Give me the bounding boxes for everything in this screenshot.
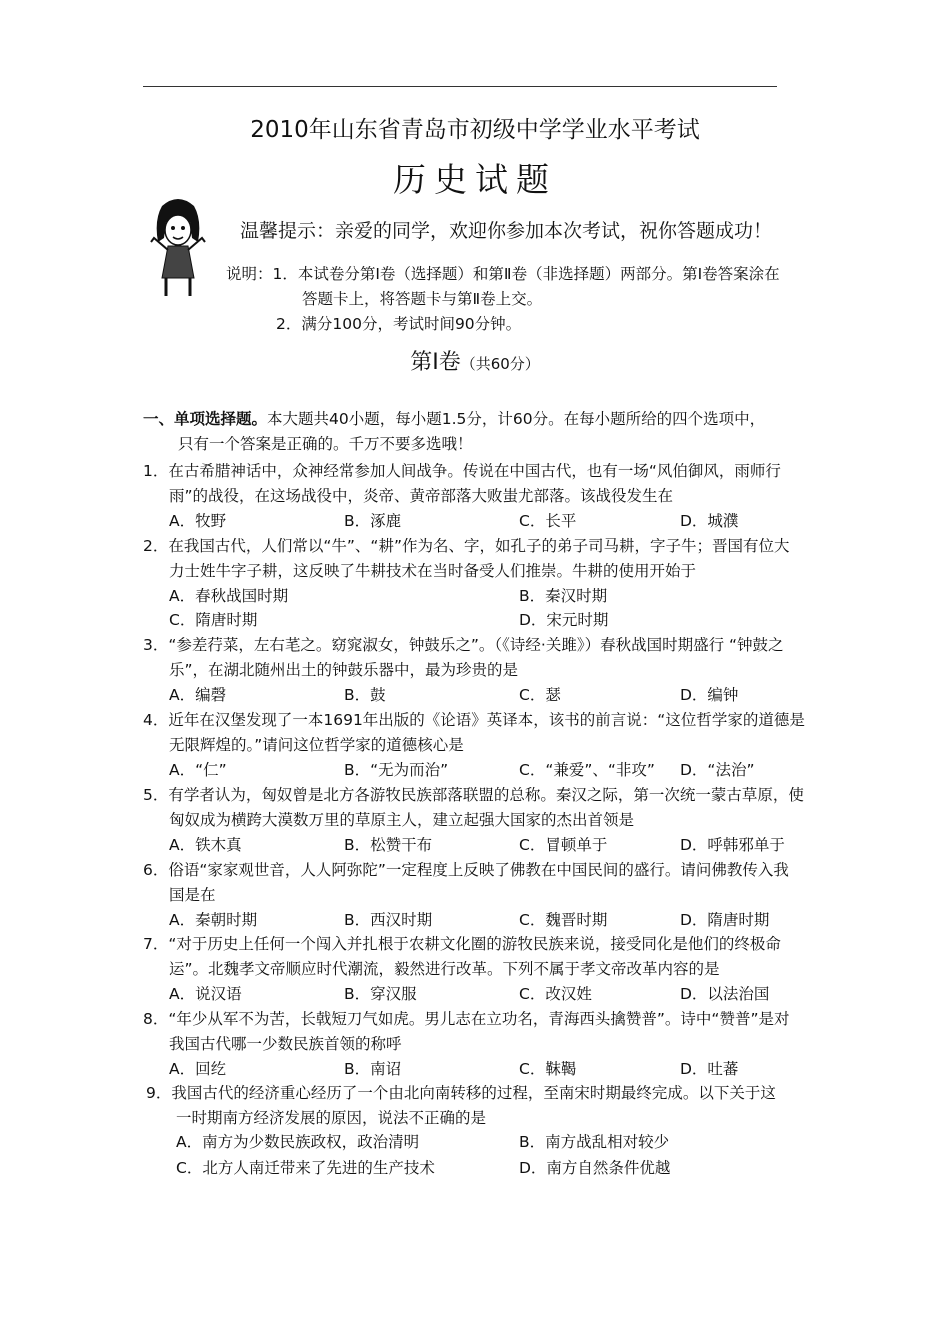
instruction-1: 说明：1．本试卷分第Ⅰ卷（选择题）和第Ⅱ卷（非选择题）两部分。第Ⅰ卷答案涂在 (226, 265, 780, 283)
question-6-option-c[interactable]: C．魏晋时期 (519, 911, 608, 929)
part-intro-2: 只有一个答案是正确的。千万不要多选哦！ (178, 435, 473, 453)
question-3-option-a[interactable]: A．编磬 (169, 686, 227, 704)
top-rule (143, 86, 777, 87)
instruction-2: 2．满分100分，考试时间90分钟。 (276, 315, 522, 333)
question-2-option-c[interactable]: C．隋唐时期 (169, 611, 258, 629)
question-7-option-b[interactable]: B．穿汉服 (344, 985, 417, 1003)
part-intro-text: 本大题共40小题，每小题1.5分，计60分。在每小题所给的四个选项中， (267, 410, 766, 428)
question-8-option-d[interactable]: D．吐蕃 (680, 1060, 739, 1078)
question-5-option-d[interactable]: D．呼韩邪单于 (680, 836, 785, 854)
question-8-stem-cont: 我国古代哪一少数民族首领的称呼 (169, 1035, 402, 1053)
question-1-stem-cont: 雨”的战役，在这场战役中，炎帝、黄帝部落大败蚩尤部落。该战役发生在 (169, 487, 674, 505)
question-3-option-b[interactable]: B．鼓 (344, 686, 386, 704)
question-6-option-b[interactable]: B．西汉时期 (344, 911, 433, 929)
question-2-option-a[interactable]: A．春秋战国时期 (169, 587, 289, 605)
question-3-option-c[interactable]: C．瑟 (519, 686, 561, 704)
question-6-option-a[interactable]: A．秦朝时期 (169, 911, 258, 929)
question-3-stem-cont: 乐”，在湖北随州出土的钟鼓乐器中，最为珍贵的是 (169, 661, 519, 679)
question-5-option-b[interactable]: B．松赞干布 (344, 836, 433, 854)
question-6-option-d[interactable]: D．隋唐时期 (680, 911, 770, 929)
question-7-option-a[interactable]: A．说汉语 (169, 985, 242, 1003)
question-7-stem: 7．“对于历史上任何一个闯入并扎根于农耕文化圈的游牧民族来说，接受同化是他们的终极命 (143, 935, 781, 953)
question-4-option-b[interactable]: B．“无为而治” (344, 761, 449, 779)
question-5-option-c[interactable]: C．冒顿单于 (519, 836, 608, 854)
question-7-option-c[interactable]: C．改汉姓 (519, 985, 592, 1003)
cartoon-girl-icon (148, 198, 208, 300)
question-4-stem: 4．近年在汉堡发现了一本1691年出版的《论语》英译本，该书的前言说：“这位哲学家的道德是 (143, 711, 805, 729)
question-4-option-a[interactable]: A．“仁” (169, 761, 227, 779)
question-1-stem: 1．在古希腊神话中，众神经常参加人间战争。传说在中国古代，也有一场“风伯御风，雨师行 (143, 462, 781, 480)
question-5-stem: 5．有学者认为，匈奴曾是北方各游牧民族部落联盟的总称。秦汉之际，第一次统一蒙古草原，使 (143, 786, 804, 804)
question-9-option-b[interactable]: B．南方战乱相对较少 (519, 1133, 670, 1151)
question-7-option-d[interactable]: D．以法治国 (680, 985, 770, 1003)
section-heading (0, 345, 950, 376)
question-1-option-b[interactable]: B．涿鹿 (344, 512, 402, 530)
section-name: 第Ⅰ卷 (410, 350, 461, 375)
question-3-stem: 3．“参差荇菜，左右芼之。窈窕淑女，钟鼓乐之”。（《诗经·关雎》）春秋战国时期盛行 “钟鼓之 (143, 636, 784, 654)
question-9-option-c[interactable]: C．北方人南迁带来了先进的生产技术 (176, 1159, 435, 1177)
section-score: （共60分） (460, 355, 540, 373)
question-2-stem-cont: 力士姓牛字子耕，这反映了牛耕技术在当时备受人们推崇。牛耕的使用开始于 (169, 562, 697, 580)
question-4-stem-cont: 无限辉煌的。”请问这位哲学家的道德核心是 (169, 736, 464, 754)
question-1-option-c[interactable]: C．长平 (519, 512, 577, 530)
question-7-stem-cont: 运”。北魏孝文帝顺应时代潮流，毅然进行改革。下列不属于孝文帝改革内容的是 (169, 960, 720, 978)
question-8-stem: 8．“年少从军不为苦，长戟短刀气如虎。男儿志在立功名，青海西头擒赞普”。诗中“赞普”是对 (143, 1010, 790, 1028)
question-2-option-b[interactable]: B．秦汉时期 (519, 587, 608, 605)
question-9-option-d[interactable]: D．南方自然条件优越 (519, 1159, 671, 1177)
question-5-stem-cont: 匈奴成为横跨大漠数万里的草原主人，建立起强大国家的杰出首领是 (169, 811, 635, 829)
part-intro (143, 409, 765, 429)
question-4-option-d[interactable]: D．“法治” (680, 761, 755, 779)
question-8-option-a[interactable]: A．回纥 (169, 1060, 227, 1078)
subject-title: 历史试题 (393, 160, 557, 199)
question-4-option-c[interactable]: C．“兼爱”、“非攻” (519, 761, 655, 779)
question-1-option-d[interactable]: D．城濮 (680, 512, 739, 530)
question-9-stem: 9．我国古代的经济重心经历了一个由北向南转移的过程，至南宋时期最终完成。以下关于这 (146, 1084, 776, 1102)
question-6-stem: 6．俗语“家家观世音，人人阿弥陀”一定程度上反映了佛教在中国民间的盛行。请问佛教传入我 (143, 861, 789, 879)
question-1-option-a[interactable]: A．牧野 (169, 512, 227, 530)
instruction-1-cont: 答题卡上，将答题卡与第Ⅱ卷上交。 (302, 290, 543, 308)
exam-title: 2010年山东省青岛市初级中学学业水平考试 (250, 117, 700, 143)
question-3-option-d[interactable]: D．编钟 (680, 686, 739, 704)
question-8-option-b[interactable]: B．南诏 (344, 1060, 402, 1078)
question-5-option-a[interactable]: A．铁木真 (169, 836, 242, 854)
question-9-option-a[interactable]: A．南方为少数民族政权，政治清明 (176, 1133, 420, 1151)
question-6-stem-cont: 国是在 (169, 886, 216, 904)
question-9-stem-cont: 一时期南方经济发展的原因，说法不正确的是 (176, 1109, 487, 1127)
question-8-option-c[interactable]: C．靺鞨 (519, 1060, 577, 1078)
part-heading: 一、单项选择题。 (143, 410, 268, 428)
question-2-option-d[interactable]: D．宋元时期 (519, 611, 609, 629)
greeting-tip: 温馨提示：亲爱的同学，欢迎你参加本次考试，祝你答题成功！ (240, 220, 773, 242)
question-2-stem: 2．在我国古代，人们常以“牛”、“耕”作为名、字，如孔子的弟子司马耕，字子牛；晋国有位大 (143, 537, 790, 555)
